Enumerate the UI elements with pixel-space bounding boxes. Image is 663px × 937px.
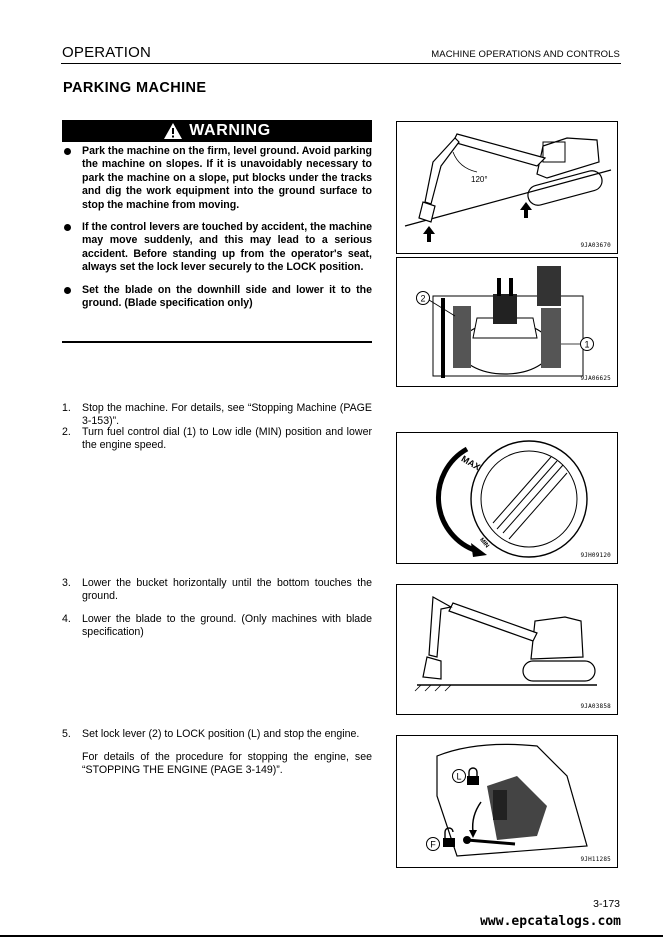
header-chapter-title: MACHINE OPERATIONS AND CONTROLS — [431, 49, 620, 60]
warning-item: Set the blade on the downhill side and lower it to the ground. (Blade specification only) — [62, 284, 372, 311]
step-number: 4. — [62, 613, 71, 625]
step-1 — [62, 402, 372, 429]
step-2 — [62, 426, 372, 453]
warning-bottom-rule — [62, 341, 372, 343]
figure-fuel-dial — [396, 432, 618, 564]
min-label: MIN — [478, 537, 490, 550]
step-text: For details of the procedure for stopping the engine, see “STOPPING THE ENGINE (PAGE 3-149)”. — [82, 751, 372, 777]
figure-code: 9JH09120 — [580, 552, 611, 559]
callout-2: 2 — [420, 293, 426, 304]
step-text: Turn fuel control dial (1) to Low idle (MIN) position and lower the engine speed. — [82, 426, 372, 452]
header-section-title: OPERATION — [62, 44, 152, 61]
step-number: 3. — [62, 577, 71, 589]
warning-banner — [62, 120, 372, 142]
angle-label: 120° — [471, 175, 488, 184]
max-label: MAX — [459, 453, 482, 473]
operator-seat-illustration — [397, 258, 617, 386]
figure-operator-seat — [396, 257, 618, 387]
step-text: Stop the machine. For details, see “Stopping Machine (PAGE 3-153)”. — [82, 402, 372, 428]
step-text: Lower the bucket horizontally until the bottom touches the ground. — [82, 577, 372, 603]
step-number: 5. — [62, 728, 71, 740]
warning-item: Park the machine on the firm, level ground. Avoid parking the machine on slopes. If it is unavoidably necessary to park the machine on a slope, put blocks under the tracks and dig the work equipment into the ground surface to stop the machine from moving. — [62, 145, 372, 212]
warning-list — [62, 145, 372, 319]
figure-lock-lever — [396, 735, 618, 868]
figure-code: 9JA06625 — [580, 375, 611, 382]
step-number: 1. — [62, 402, 71, 414]
step-text: Set lock lever (2) to LOCK position (L) and stop the engine. — [82, 728, 360, 740]
excavator-on-slope-illustration — [397, 122, 617, 253]
excavator-bucket-lowered-illustration — [397, 585, 617, 714]
callout-1: 1 — [584, 339, 590, 350]
step-5-detail — [62, 751, 372, 778]
step-3 — [62, 577, 372, 604]
figure-code: 9JA03858 — [580, 703, 611, 710]
header-rule — [61, 63, 621, 64]
figure-code: 9JH11285 — [580, 856, 611, 863]
figure-code: 9JA03670 — [580, 242, 611, 249]
step-4 — [62, 613, 372, 640]
warning-triangle-icon — [163, 122, 183, 140]
step-number: 2. — [62, 426, 71, 438]
step-text: Lower the blade to the ground. (Only machines with blade specification) — [82, 613, 372, 639]
figure-bucket-lowered — [396, 584, 618, 715]
fuel-dial-illustration — [397, 433, 617, 563]
warning-item: If the control levers are touched by accident, the machine may move suddenly, and this may lead to a serious accident. Before standing up from the operator's seat, always set the lock lever securely to the LOCK position. — [62, 221, 372, 275]
page-number: 3-173 — [593, 898, 620, 910]
figure-slope-parking — [396, 121, 618, 254]
step-5 — [62, 728, 372, 741]
callout-L: L — [456, 771, 462, 782]
lock-lever-illustration — [397, 736, 617, 867]
warning-label: WARNING — [189, 122, 271, 139]
page-title: PARKING MACHINE — [63, 80, 207, 96]
watermark: www.epcatalogs.com — [480, 914, 621, 929]
callout-F: F — [430, 839, 436, 850]
